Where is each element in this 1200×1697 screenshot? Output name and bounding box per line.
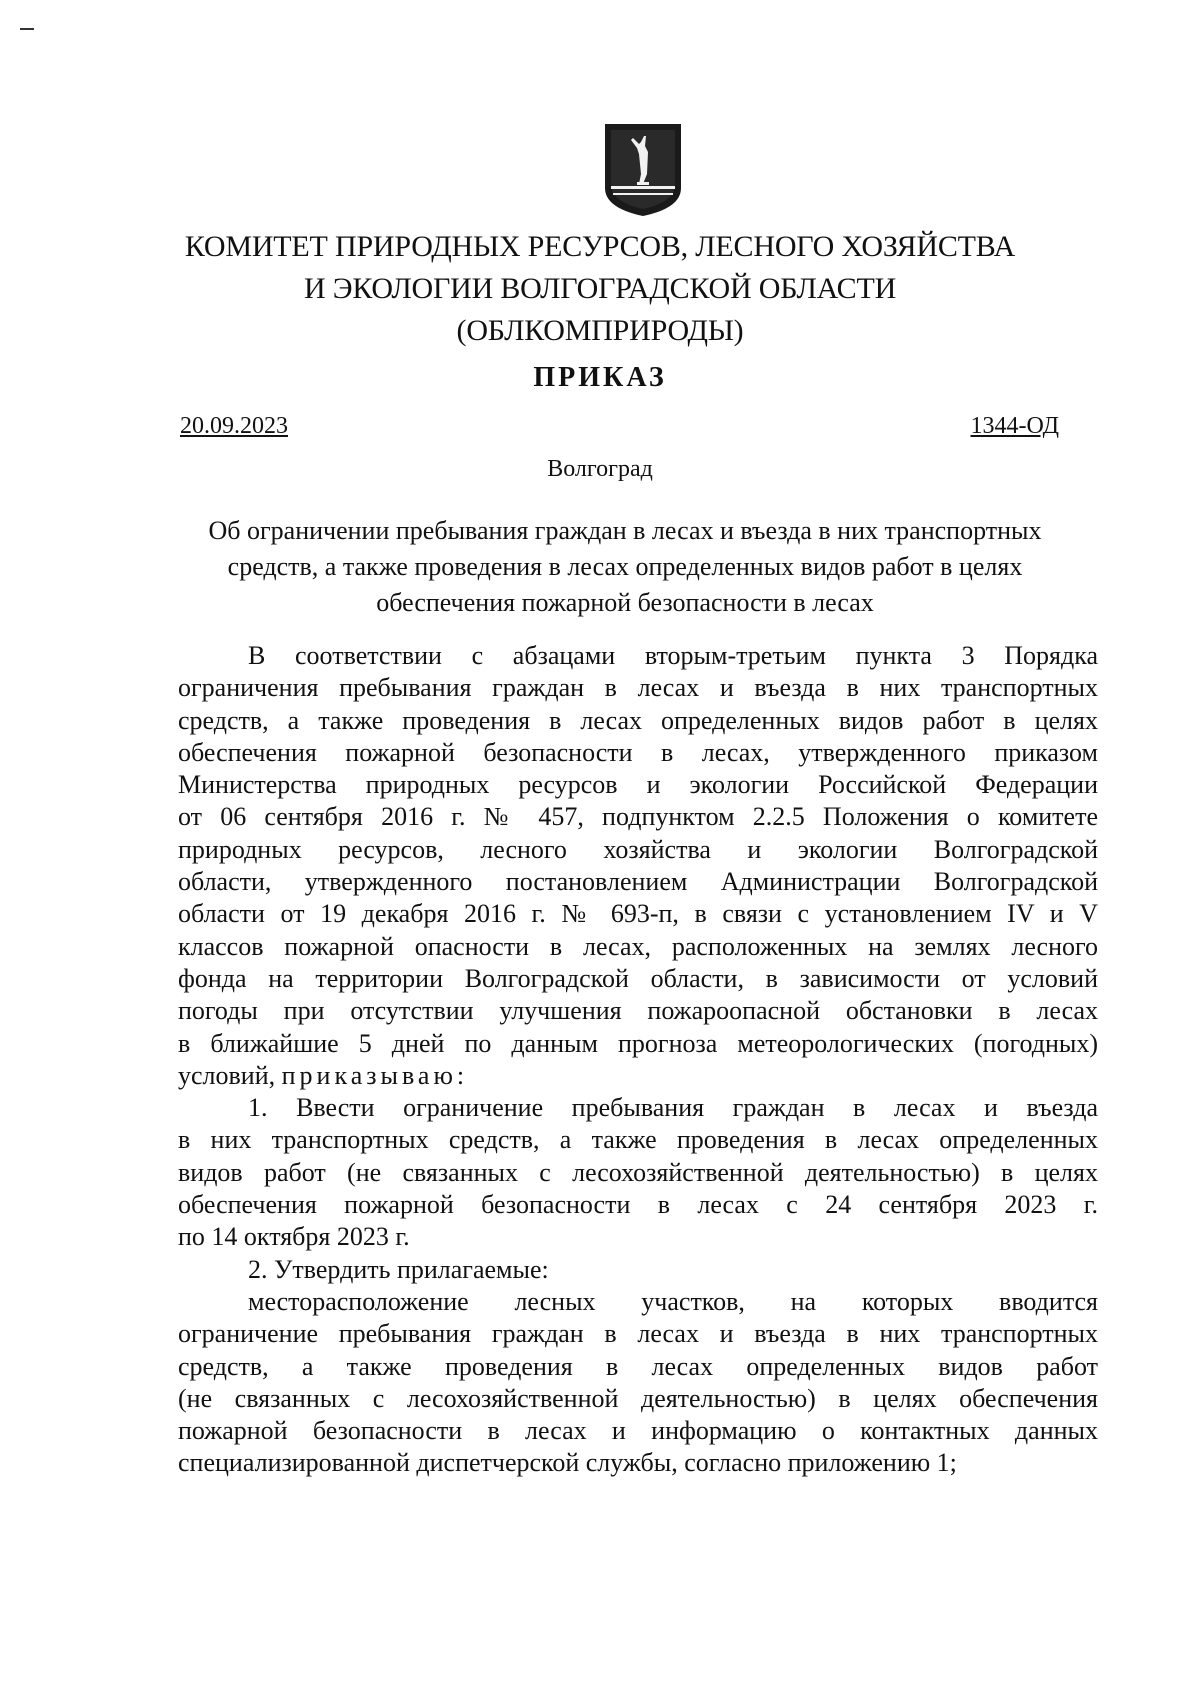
- item2-para-line: специализированной диспетчерской службы, согласно приложению 1;: [178, 1448, 957, 1478]
- item1-line: в них транспортных средств, а также проведения в лесах определенных: [178, 1125, 1098, 1155]
- order-word-suffix: :: [456, 1060, 465, 1090]
- preamble-line: средств, а также проведения в лесах определенных видов работ в целях: [178, 705, 1098, 735]
- item1-line: видов работ (не связанных с лесохозяйственной деятельностью) в целях: [178, 1157, 1098, 1187]
- preamble-last-prefix: условий,: [178, 1060, 282, 1090]
- preamble-line: области от 19 декабря 2016 г. № 693-п, в связи с установлением IV и V: [178, 899, 1098, 929]
- item2-para-line: пожарной безопасности в лесах и информацию о контактных данных: [178, 1416, 1098, 1446]
- item1-line: 1. Ввести ограничение пребывания граждан в лесах и въезда: [248, 1093, 1098, 1123]
- order-word: приказываю: [281, 1060, 457, 1090]
- item2-line: 2. Утвердить прилагаемые:: [248, 1254, 549, 1284]
- document-subject: [150, 513, 1100, 621]
- organization-name: [0, 226, 1200, 352]
- subject-line-2: средств, а также проведения в лесах определенных видов работ в целях: [227, 552, 1023, 581]
- preamble-line: погоды при отсутствии улучшения пожароопасной обстановки в лесах: [178, 996, 1098, 1026]
- preamble-line: обеспечения пожарной безопасности в лесах, утвержденного приказом: [178, 737, 1098, 767]
- item2-para-line: средств, а также проведения в лесах определенных видов работ: [178, 1351, 1098, 1381]
- subject-line-3: обеспечения пожарной безопасности в лесах: [376, 588, 874, 617]
- preamble-line: в ближайшие 5 дней по данным прогноза метеорологических (погодных): [178, 1028, 1098, 1058]
- scan-artifact: [20, 28, 34, 30]
- preamble-line: природных ресурсов, лесного хозяйства и экологии Волгоградской: [178, 834, 1098, 864]
- preamble-line: от 06 сентября 2016 г. № 457, подпунктом 2.2.5 Положения о комитете: [178, 802, 1098, 832]
- preamble-line: ограничения пребывания граждан в лесах и въезда в них транспортных: [178, 673, 1098, 703]
- preamble-line: области, утвержденного постановлением Администрации Волгоградской: [178, 867, 1098, 897]
- subject-line-1: Об ограничении пребывания граждан в лесах и въезда в них транспортных: [208, 516, 1042, 545]
- preamble-line: В соответствии с абзацами вторым-третьим пункта 3 Порядка: [248, 641, 1098, 670]
- preamble-line: классов пожарной опасности в лесах, расположенных на землях лесного: [178, 931, 1098, 961]
- preamble-line: фонда на территории Волгоградской области, в зависимости от условий: [178, 963, 1098, 993]
- document-number: 1344-ОД: [970, 413, 1059, 439]
- item2-para-line: (не связанных с лесохозяйственной деятельностью) в целях обеспечения: [178, 1383, 1098, 1413]
- document-date: 20.09.2023: [180, 413, 288, 439]
- item2-para-line: ограничение пребывания граждан в лесах и въезда в них транспортных: [178, 1319, 1098, 1349]
- document-body: [178, 640, 1098, 1480]
- preamble-line: Министерства природных ресурсов и экологии Российской Федерации: [178, 770, 1098, 800]
- item1-line: обеспечения пожарной безопасности в лесах с 24 сентября 2023 г.: [178, 1190, 1098, 1220]
- org-line-3: (ОБЛКОМПРИРОДЫ): [456, 314, 744, 347]
- item1-line: по 14 октября 2023 г.: [178, 1222, 410, 1252]
- document-type-title: ПРИКАЗ: [533, 362, 667, 393]
- org-line-1: КОМИТЕТ ПРИРОДНЫХ РЕСУРСОВ, ЛЕСНОГО ХОЗЯЙСТВА: [184, 230, 1016, 263]
- item2-para-line: месторасположение лесных участков, на которых вводится: [248, 1286, 1098, 1316]
- volgograd-region-emblem: [603, 122, 683, 218]
- org-line-2: И ЭКОЛОГИИ ВОЛГОГРАДСКОЙ ОБЛАСТИ: [303, 272, 897, 305]
- preamble-last-line: [178, 1060, 1098, 1092]
- document-city: Волгоград: [547, 456, 653, 482]
